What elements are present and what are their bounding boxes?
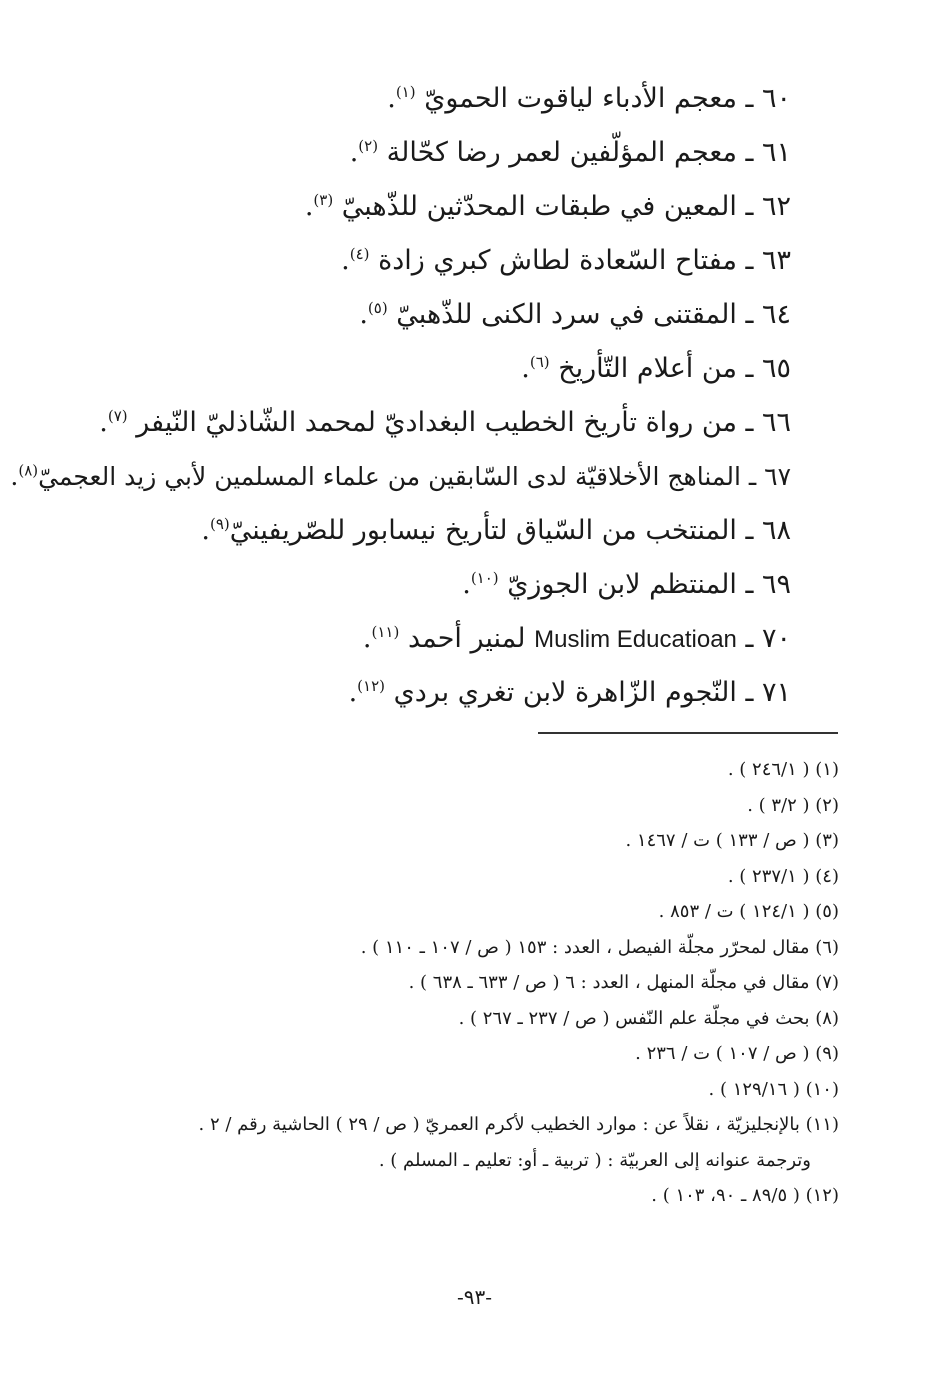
bibliography-entry: ٦٤ ـ المقتنى في سرد الكنى للذّهبيّ $^{(٥)}$. <box>359 299 791 330</box>
footnote-ref[interactable]: (٤) <box>349 245 370 263</box>
footnotes-section <box>79 752 839 1214</box>
bibliography-entry: ٦٨ ـ المنتخب من السّياق لتأريخ نيسابور للصّريفينيّ$^{(٩)}$. <box>201 515 791 546</box>
footnote: (٩) ( ص / ١٠٧ ) ت / ٢٣٦ . <box>635 1043 839 1064</box>
bibliography-entry: ٦٠ ـ معجم الأدباء لياقوت الحمويّ $^{(١)}$. <box>387 83 791 114</box>
footnote: (٢) ( ٣/٢ ) . <box>747 794 839 816</box>
bibliography-list <box>10 72 791 720</box>
footnote: (١١) بالإنجليزيّة ، نقلاً عن : موارد الخطيب لأكرم العمريّ ( ص / ٢٩ ) الحاشية رقم / ٢ . <box>198 1114 839 1135</box>
footnote-ref[interactable]: (٩) <box>209 515 230 533</box>
bibliography-entry: ٦١ ـ معجم المؤلّفين لعمر رضا كحّالة $^{(٢)}$. <box>349 137 791 168</box>
footnote-ref[interactable]: (١) <box>395 83 416 101</box>
footnote: (٨) بحث في مجلّة علم النّفس ( ص / ٢٣٧ ـ ٢٦٧ ) . <box>458 1007 839 1029</box>
footnote-ref[interactable]: (١١) <box>371 623 400 641</box>
footnote-ref[interactable]: (٨) <box>18 461 39 480</box>
footnote-continuation: وترجمة عنوانه إلى العربيّة : ( تربية ـ أو: تعليم ـ المسلم ) . <box>378 1149 811 1171</box>
footnote-ref[interactable]: (٢) <box>358 137 379 155</box>
footnote-ref[interactable]: (٥) <box>367 299 388 317</box>
footnote-ref[interactable]: (٣) <box>313 191 334 209</box>
footnote: (٥) ( ١٢٤/١ ) ت / ٨٥٣ . <box>658 901 839 922</box>
bibliography-entry: ٦٥ ـ من أعلام التّأريخ $^{(٦)}$. <box>521 353 791 384</box>
bibliography-entry: ٧٠ ـ Muslim Educatioan لمنير أحمد $^{(١١)}$. <box>362 623 791 654</box>
footnote-separator <box>538 732 838 734</box>
footnote-ref[interactable]: (١٢) <box>357 677 385 695</box>
bibliography-entry: ٦٣ ـ مفتاح السّعادة لطاش كبري زادة $^{(٤)}$. <box>341 245 791 276</box>
bibliography-entry: ٧١ ـ النّجوم الزّاهرة لابن تغري بردي $^{(١٢)}$. <box>348 677 791 708</box>
footnote: (١) ( ٢٤٦/١ ) . <box>727 759 839 780</box>
bibliography-entry: ٦٩ ـ المنتظم لابن الجوزيّ $^{(١٠)}$. <box>462 569 791 600</box>
footnote: (٤) ( ٢٣٧/١ ) . <box>727 865 839 887</box>
footnote: (٧) مقال في مجلّة المنهل ، العدد : ٦ ( ص / ٦٣٣ ـ ٦٣٨ ) . <box>408 972 839 993</box>
bibliography-entry: ٦٧ ـ المناهج الأخلاقيّة لدى السّابقين من علماء المسلمين لأبي زيد العجميّ$^{(٨)}$. <box>10 461 791 491</box>
bibliography-entry: ٦٦ ـ من رواة تأريخ الخطيب البغداديّ لمحمد الشّاذليّ النّيفر $^{(٧)}$. <box>99 407 791 438</box>
latin-title: Muslim Educatioan <box>534 626 737 653</box>
footnote-ref[interactable]: (٧) <box>107 407 128 425</box>
footnote: (٣) ( ص / ١٣٣ ) ت / ١٤٦٧ . <box>625 830 839 851</box>
footnote-ref[interactable]: (٦) <box>529 353 550 371</box>
footnote: (١٢) ( ٨٩/٥ ـ ٩٠، ١٠٣ ) . <box>651 1185 839 1206</box>
footnote: (٦) مقال لمحرّر مجلّة الفيصل ، العدد : ١٥٣ ( ص / ١٠٧ ـ ١١٠ ) . <box>360 936 839 958</box>
bibliography-entry: ٦٢ ـ المعين في طبقات المحدّثين للذّهبيّ $^{(٣)}$. <box>304 191 791 222</box>
footnote: (١٠) ( ١٢٩/١٦ ) . <box>708 1078 839 1100</box>
page-number: -٩٣- <box>456 1285 492 1309</box>
footnote-ref[interactable]: (١٠) <box>470 569 499 587</box>
